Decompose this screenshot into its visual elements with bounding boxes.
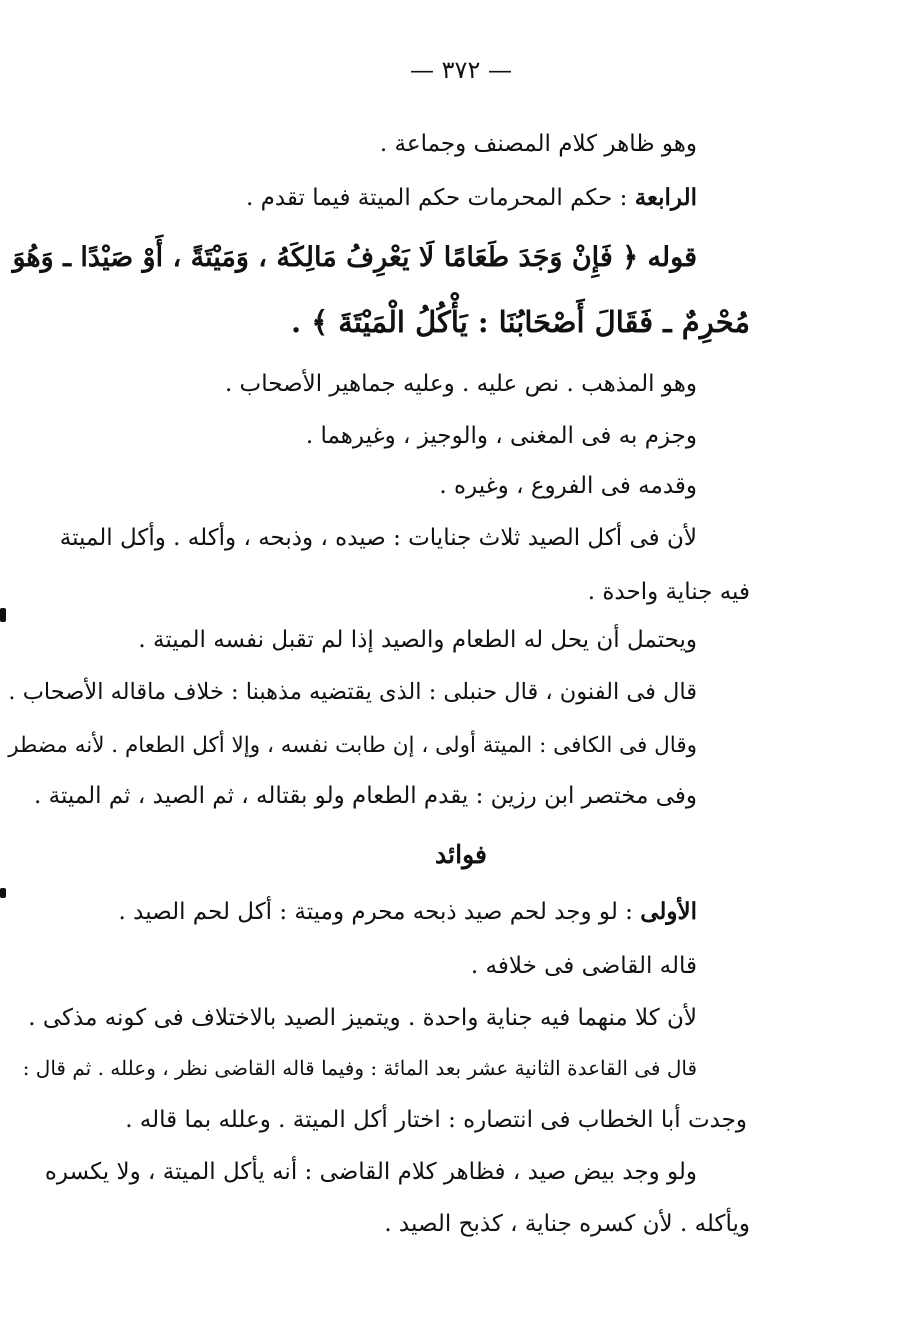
text-line: [34, 780, 697, 812]
text-line: [138, 624, 697, 656]
line-text: : لو وجد لحم صيد ذبحه محرم وميتة : أكل لحم الصيد .: [118, 899, 641, 925]
line-text: قاله القاضى فى خلافه .: [470, 953, 697, 979]
text-line: [384, 1208, 750, 1240]
text-line: [380, 128, 697, 160]
line-text: ويأكله . لأن كسره جناية ، كذبح الصيد .: [384, 1211, 750, 1237]
line-text: مُحْرِمٌ ـ فَقَالَ أَصْحَابُنَا : يَأْكُلُ الْمَيْتَةَ ﴾ .: [291, 305, 750, 339]
text-line-emphasis: [291, 302, 750, 342]
line-text: وجزم به فى المغنى ، والوجيز ، وغيرهما .: [305, 423, 697, 449]
text-line: [306, 420, 697, 452]
text-line: [60, 522, 697, 554]
line-text: وهو ظاهر كلام المصنف وجماعة .: [379, 131, 697, 157]
text-line: [8, 730, 697, 762]
line-text: قال فى الفنون ، قال حنبلى : الذى يقتضيه مذهبنا : خلاف ماقاله الأصحاب .: [8, 679, 697, 705]
line-text: وقدمه فى الفروع ، وغيره .: [439, 473, 697, 499]
text-line: [588, 576, 750, 608]
scan-edge-mark: [0, 888, 6, 898]
line-lead: الرابعة: [634, 184, 697, 211]
line-text: وقال فى الكافى : الميتة أولى ، إن طابت نفسه ، وإلا أكل الطعام . لأنه مضطر: [8, 733, 697, 758]
text-line-emphasis: [12, 238, 697, 278]
text-line: [23, 1052, 697, 1084]
line-text: وهو المذهب . نص عليه . وعليه جماهير الأصحاب .: [224, 371, 697, 397]
line-text: لأن فى أكل الصيد ثلاث جنايات : صيده ، وذبحه ، وأكله . وأكل الميتة: [59, 525, 697, 551]
line-text: : حكم المحرمات حكم الميتة فيما تقدم .: [245, 185, 635, 211]
line-text: ﴿ فَإِنْ وَجَدَ طَعَامًا لَا يَعْرِفُ مَالِكَهُ ، وَمَيْتَةً ، أَوْ صَيْدًا ـ وَهُوَ: [12, 242, 648, 273]
line-text: ويحتمل أن يحل له الطعام والصيد إذا لم تقبل نفسه الميتة .: [138, 627, 697, 653]
text-line: [246, 182, 697, 214]
section-heading: فوائد: [435, 840, 487, 869]
line-text: فيه جناية واحدة .: [587, 579, 750, 605]
text-line: [28, 1002, 697, 1034]
text-line: [225, 368, 697, 400]
text-line: [45, 1156, 697, 1188]
line-text: وفى مختصر ابن رزين : يقدم الطعام ولو بقتاله ، ثم الصيد ، ثم الميتة .: [34, 783, 697, 809]
line-text: لأن كلا منهما فيه جناية واحدة . ويتميز الصيد بالاختلاف فى كونه مذكى .: [28, 1005, 697, 1031]
line-text: قال فى القاعدة الثانية عشر بعد المائة : وفيما قاله القاضى نظر ، وعلله . ثم قال :: [22, 1056, 697, 1080]
scan-edge-mark: [0, 608, 6, 622]
line-text: وجدت أبا الخطاب فى انتصاره : اختار أكل الميتة . وعلله بما قاله .: [125, 1107, 747, 1133]
text-line: [471, 950, 697, 982]
text-line: [8, 676, 697, 708]
line-text: ولو وجد بيض صيد ، فظاهر كلام القاضى : أنه يأكل الميتة ، ولا يكسره: [44, 1159, 697, 1185]
line-lead: الأولى: [640, 898, 697, 925]
text-line: [125, 1104, 747, 1136]
page-number: — ٣٧٢ —: [410, 56, 512, 84]
text-line: [439, 470, 697, 502]
line-lead: قوله: [647, 242, 697, 273]
text-line: [119, 896, 697, 928]
